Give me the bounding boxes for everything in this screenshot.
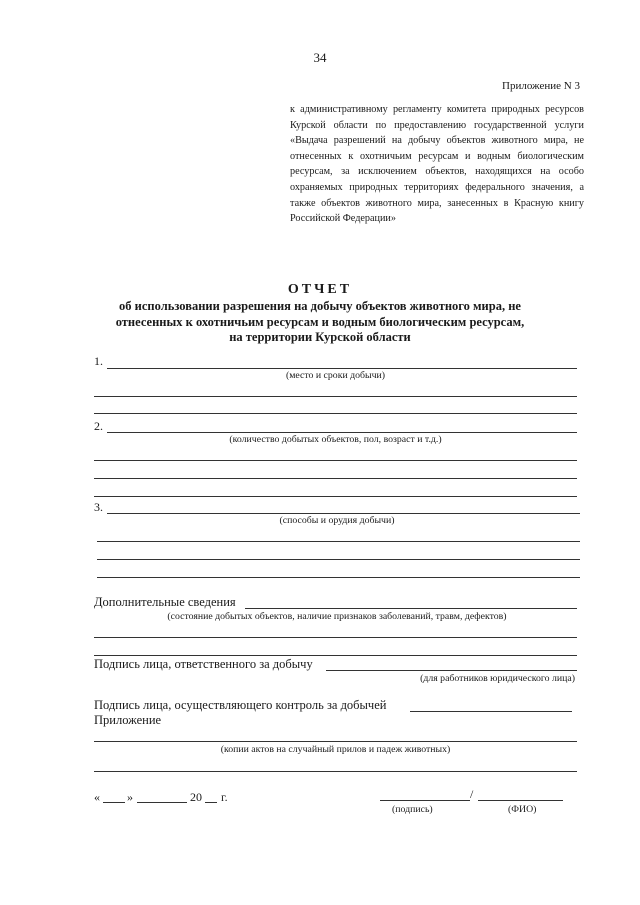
- section-2-hint: (количество добытых объектов, пол, возраст и т.д.): [229, 434, 442, 445]
- signature-slash: /: [470, 787, 474, 801]
- name-hint: (ФИО): [508, 804, 537, 815]
- section-2-number: 2.: [94, 419, 103, 433]
- date-year-suffix: г.: [221, 790, 228, 804]
- attachment-hint: (копии актов на случайный прилов и падеж животных): [220, 744, 451, 755]
- section-3-number: 3.: [94, 500, 103, 514]
- additional-info-line-1[interactable]: [245, 608, 577, 609]
- responsible-signature-hint: (для работников юридического лица): [420, 673, 575, 684]
- section-3-line-4[interactable]: [97, 577, 580, 578]
- additional-info-hint: (состояние добытых объектов, наличие признаков заболеваний, травм, дефектов): [167, 611, 507, 622]
- section-3-hint: (способы и орудия добычи): [279, 515, 395, 526]
- regulation-reference: к административному регламенту комитета природных ресурсов Курской области по предоставлению государственной услуги «Выдача разрешений на добычу объектов животного мира, не отнесенных к охотничьим ресурсам и водным биологическим ресурсам, за исключением объектов, находящихся на особо охраняемых природных территориях федерального значения, а также объектов животного мира, занесенных в Красную книгу Российской Федерации»: [290, 104, 584, 225]
- date-open-quote: «: [94, 790, 100, 804]
- signature-hint: (подпись): [392, 804, 433, 815]
- appendix-label: Приложение N 3: [502, 80, 580, 92]
- section-3-line-3[interactable]: [97, 559, 580, 560]
- section-1-line-3[interactable]: [94, 413, 577, 414]
- additional-info-line-2[interactable]: [94, 637, 577, 638]
- section-3-line-1[interactable]: [107, 513, 580, 514]
- date-year-line[interactable]: [205, 802, 217, 803]
- section-1-number: 1.: [94, 354, 103, 368]
- date-day-line[interactable]: [103, 802, 125, 803]
- control-signature-line[interactable]: [410, 711, 572, 712]
- attachment-label: Приложение: [94, 713, 162, 727]
- section-2-line-1[interactable]: [107, 432, 577, 433]
- name-line[interactable]: [478, 800, 563, 801]
- section-2-line-2[interactable]: [94, 460, 577, 461]
- section-2-line-4[interactable]: [94, 496, 577, 497]
- responsible-signature-label: Подпись лица, ответственного за добычу: [94, 657, 313, 671]
- section-3-line-2[interactable]: [97, 541, 580, 542]
- report-subtitle: об использовании разрешения на добычу объектов животного мира, не отнесенных к охотничьим ресурсам и водным биологическим ресурсам, на территории Курской области: [115, 299, 525, 344]
- attachment-line-2[interactable]: [94, 771, 577, 772]
- additional-info-line-3[interactable]: [94, 655, 577, 656]
- signature-line[interactable]: [380, 800, 470, 801]
- control-signature-label: Подпись лица, осуществляющего контроль за добычей: [94, 698, 387, 712]
- report-title: ОТЧЕТ: [287, 282, 353, 297]
- section-1-hint: (место и сроки добычи): [285, 370, 386, 381]
- date-month-line[interactable]: [137, 802, 187, 803]
- responsible-signature-line[interactable]: [326, 670, 577, 671]
- date-year-prefix: 20: [190, 790, 202, 804]
- section-1-line-2[interactable]: [94, 396, 577, 397]
- date-close-quote: »: [127, 790, 133, 804]
- section-2-line-3[interactable]: [94, 478, 577, 479]
- additional-info-label: Дополнительные сведения: [94, 595, 236, 609]
- page-number: 34: [313, 50, 327, 65]
- attachment-line-1[interactable]: [94, 741, 577, 742]
- section-1-line-1[interactable]: [107, 368, 577, 369]
